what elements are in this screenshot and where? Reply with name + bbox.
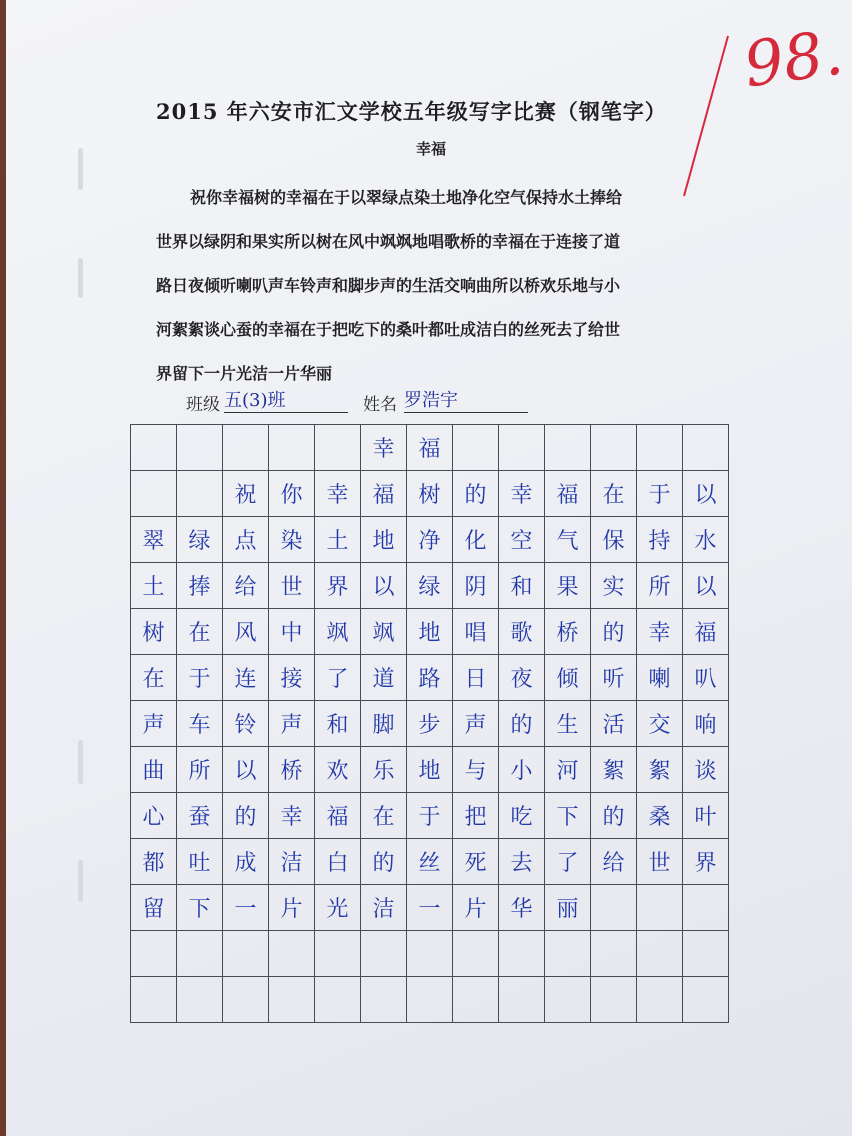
- grid-cell: 福: [361, 471, 407, 517]
- grid-cell: 下: [545, 793, 591, 839]
- grid-cell: [315, 931, 361, 977]
- grid-cell: [591, 425, 637, 471]
- grid-cell: [315, 425, 361, 471]
- grid-cell: 歌: [499, 609, 545, 655]
- grid-cell: [177, 931, 223, 977]
- grid-cell: [453, 425, 499, 471]
- grid-cell: 飒: [361, 609, 407, 655]
- grid-cell: 光: [315, 885, 361, 931]
- grid-cell: 絮: [591, 747, 637, 793]
- grid-cell: [637, 885, 683, 931]
- grid-cell: 界: [315, 563, 361, 609]
- grid-cell: 福: [407, 425, 453, 471]
- grid-cell: 在: [131, 655, 177, 701]
- grid-cell: 把: [453, 793, 499, 839]
- grid-cell: 了: [545, 839, 591, 885]
- grid-cell: 脚: [361, 701, 407, 747]
- grid-cell: [499, 931, 545, 977]
- grid-cell: 成: [223, 839, 269, 885]
- grid-cell: 幸: [361, 425, 407, 471]
- grid-cell: [637, 931, 683, 977]
- name-label: 姓名: [363, 395, 397, 415]
- page-title: 2015 年六安市汇文学校五年级写字比赛（钢笔字）: [156, 99, 667, 124]
- grid-cell: 在: [361, 793, 407, 839]
- grid-cell: 和: [315, 701, 361, 747]
- grid-cell: 于: [407, 793, 453, 839]
- binding-hole-mark: [78, 148, 83, 190]
- binding-hole-mark: [78, 860, 83, 902]
- source-passage: [156, 176, 731, 396]
- grid-cell: 飒: [315, 609, 361, 655]
- essay-title: 幸福: [416, 140, 447, 158]
- grid-cell: 声: [453, 701, 499, 747]
- grid-cell: [223, 931, 269, 977]
- grid-cell: [683, 931, 729, 977]
- class-label: 班级: [186, 395, 220, 415]
- grid-cell: 吃: [499, 793, 545, 839]
- grid-cell: [223, 977, 269, 1023]
- grid-cell: 于: [637, 471, 683, 517]
- grid-cell: [407, 931, 453, 977]
- grid-cell: 声: [131, 701, 177, 747]
- grid-cell: 丝: [407, 839, 453, 885]
- grid-cell: 交: [637, 701, 683, 747]
- grid-cell: 生: [545, 701, 591, 747]
- grid-cell: 车: [177, 701, 223, 747]
- grid-cell: 桥: [545, 609, 591, 655]
- passage-line: 祝你幸福树的幸福在于以翠绿点染土地净化空气保持水土捧给: [190, 188, 623, 207]
- grid-cell: 路: [407, 655, 453, 701]
- grid-cell: 的: [223, 793, 269, 839]
- grid-cell: 唱: [453, 609, 499, 655]
- grid-cell: [269, 425, 315, 471]
- grid-cell: 絮: [637, 747, 683, 793]
- grid-cell: 片: [269, 885, 315, 931]
- grid-cell: 桑: [637, 793, 683, 839]
- grid-cell: [361, 977, 407, 1023]
- grid-cell: 蚕: [177, 793, 223, 839]
- grid-cell: 化: [453, 517, 499, 563]
- grid-cell: 叶: [683, 793, 729, 839]
- passage-line: 路日夜倾听喇叭声车铃声和脚步声的生活交响曲所以桥欢乐地与小: [156, 276, 621, 295]
- grid-cell: [499, 425, 545, 471]
- grid-cell: 河: [545, 747, 591, 793]
- grid-cell: 的: [591, 609, 637, 655]
- grid-cell: 幸: [315, 471, 361, 517]
- grid-cell: 地: [407, 609, 453, 655]
- grid-cell: [683, 425, 729, 471]
- grid-cell: 曲: [131, 747, 177, 793]
- grid-cell: [683, 977, 729, 1023]
- grid-cell: [545, 425, 591, 471]
- grid-cell: 的: [361, 839, 407, 885]
- grid-cell: 树: [131, 609, 177, 655]
- grid-cell: 世: [637, 839, 683, 885]
- score: 98.: [739, 15, 848, 102]
- grid-cell: 了: [315, 655, 361, 701]
- grid-cell: 和: [499, 563, 545, 609]
- grid-cell: [453, 931, 499, 977]
- grid-cell: 土: [315, 517, 361, 563]
- grid-cell: 步: [407, 701, 453, 747]
- grid-cell: 以: [683, 563, 729, 609]
- grid-cell: 叭: [683, 655, 729, 701]
- grid-cell: [269, 931, 315, 977]
- grid-cell: 气: [545, 517, 591, 563]
- grid-cell: 于: [177, 655, 223, 701]
- grid-cell: 空: [499, 517, 545, 563]
- grid-cell: [591, 885, 637, 931]
- grid-cell: 小: [499, 747, 545, 793]
- grid-cell: [177, 471, 223, 517]
- grid-cell: 片: [453, 885, 499, 931]
- grid-cell: 世: [269, 563, 315, 609]
- passage-line: 世界以绿阴和果实所以树在风中飒飒地唱歌桥的幸福在于连接了道: [156, 232, 621, 251]
- grid-cell: 心: [131, 793, 177, 839]
- grid-cell: 夜: [499, 655, 545, 701]
- grid-cell: 捧: [177, 563, 223, 609]
- grid-cell: [131, 977, 177, 1023]
- grid-cell: [131, 425, 177, 471]
- grid-cell: 福: [545, 471, 591, 517]
- grid-cell: 幸: [269, 793, 315, 839]
- grid-cell: [591, 931, 637, 977]
- grid-cell: [499, 977, 545, 1023]
- grid-cell: 翠: [131, 517, 177, 563]
- grid-cell: [177, 977, 223, 1023]
- grid-cell: [637, 425, 683, 471]
- grid-cell: 给: [223, 563, 269, 609]
- grid-cell: 下: [177, 885, 223, 931]
- class-field[interactable]: 五(3)班: [224, 386, 348, 413]
- grid-cell: 中: [269, 609, 315, 655]
- grid-cell: [545, 977, 591, 1023]
- grid-cell: [269, 977, 315, 1023]
- grid-cell: 实: [591, 563, 637, 609]
- grid-cell: 死: [453, 839, 499, 885]
- grid-cell: 响: [683, 701, 729, 747]
- answer-sheet: [6, 0, 852, 1136]
- grid-cell: [223, 425, 269, 471]
- grid-cell: 净: [407, 517, 453, 563]
- grid-cell: 丽: [545, 885, 591, 931]
- name-field[interactable]: 罗浩宇: [404, 386, 528, 413]
- grid-cell: 洁: [269, 839, 315, 885]
- grid-cell: 所: [637, 563, 683, 609]
- grid-cell: 桥: [269, 747, 315, 793]
- grid-cell: 活: [591, 701, 637, 747]
- grid-cell: [361, 931, 407, 977]
- grid-cell: 乐: [361, 747, 407, 793]
- grid-cell: 喇: [637, 655, 683, 701]
- grid-cell: 的: [591, 793, 637, 839]
- grid-cell: 日: [453, 655, 499, 701]
- grid-cell: 留: [131, 885, 177, 931]
- grid-cell: 道: [361, 655, 407, 701]
- grid-cell: 绿: [407, 563, 453, 609]
- grid-cell: 风: [223, 609, 269, 655]
- passage-line: 界留下一片光洁一片华丽: [156, 364, 333, 383]
- grid-cell: 你: [269, 471, 315, 517]
- grid-cell: 吐: [177, 839, 223, 885]
- grid-cell: 洁: [361, 885, 407, 931]
- grid-cell: 土: [131, 563, 177, 609]
- grid-cell: 都: [131, 839, 177, 885]
- grid-cell: 华: [499, 885, 545, 931]
- grid-cell: [453, 977, 499, 1023]
- grid-cell: 声: [269, 701, 315, 747]
- binding-hole-mark: [78, 740, 83, 784]
- grid-cell: [131, 471, 177, 517]
- grid-cell: [131, 931, 177, 977]
- grid-cell: 所: [177, 747, 223, 793]
- grid-cell: 谈: [683, 747, 729, 793]
- grid-cell: [315, 977, 361, 1023]
- grid-cell: [683, 885, 729, 931]
- grid-cell: 水: [683, 517, 729, 563]
- grid-cell: 一: [407, 885, 453, 931]
- grid-cell: 的: [499, 701, 545, 747]
- grid-cell: 绿: [177, 517, 223, 563]
- grid-cell: 果: [545, 563, 591, 609]
- grid-cell: [177, 425, 223, 471]
- grid-cell: [407, 977, 453, 1023]
- binding-hole-mark: [78, 258, 83, 298]
- grid-cell: 以: [223, 747, 269, 793]
- grid-cell: 保: [591, 517, 637, 563]
- grid-cell: 在: [591, 471, 637, 517]
- grid-cell: 树: [407, 471, 453, 517]
- grid-cell: 点: [223, 517, 269, 563]
- grid-cell: 地: [361, 517, 407, 563]
- grid-cell: 染: [269, 517, 315, 563]
- grid-cell: 福: [683, 609, 729, 655]
- grid-cell: 倾: [545, 655, 591, 701]
- grid-cell: 欢: [315, 747, 361, 793]
- grid-cell: 持: [637, 517, 683, 563]
- grid-cell: 界: [683, 839, 729, 885]
- grid-cell: 白: [315, 839, 361, 885]
- grid-cell: 一: [223, 885, 269, 931]
- grid-cell: [545, 931, 591, 977]
- grid-cell: 在: [177, 609, 223, 655]
- grid-cell: 去: [499, 839, 545, 885]
- grid-cell: 给: [591, 839, 637, 885]
- grid-cell: [591, 977, 637, 1023]
- grid-cell: 幸: [637, 609, 683, 655]
- grid-cell: 祝: [223, 471, 269, 517]
- grid-cell: 与: [453, 747, 499, 793]
- grid-cell: 连: [223, 655, 269, 701]
- grid-cell: 以: [683, 471, 729, 517]
- grid-cell: 接: [269, 655, 315, 701]
- grid-cell: 以: [361, 563, 407, 609]
- grid-cell: 福: [315, 793, 361, 839]
- grid-cell: 幸: [499, 471, 545, 517]
- grid-cell: 铃: [223, 701, 269, 747]
- grid-cell: [637, 977, 683, 1023]
- grid-cell: 地: [407, 747, 453, 793]
- grid-cell: 听: [591, 655, 637, 701]
- grid-cell: 阴: [453, 563, 499, 609]
- writing-grid: [130, 424, 729, 1023]
- passage-line: 河絮絮谈心蚕的幸福在于把吃下的桑叶都吐成洁白的丝死去了给世: [156, 320, 621, 339]
- grid-cell: 的: [453, 471, 499, 517]
